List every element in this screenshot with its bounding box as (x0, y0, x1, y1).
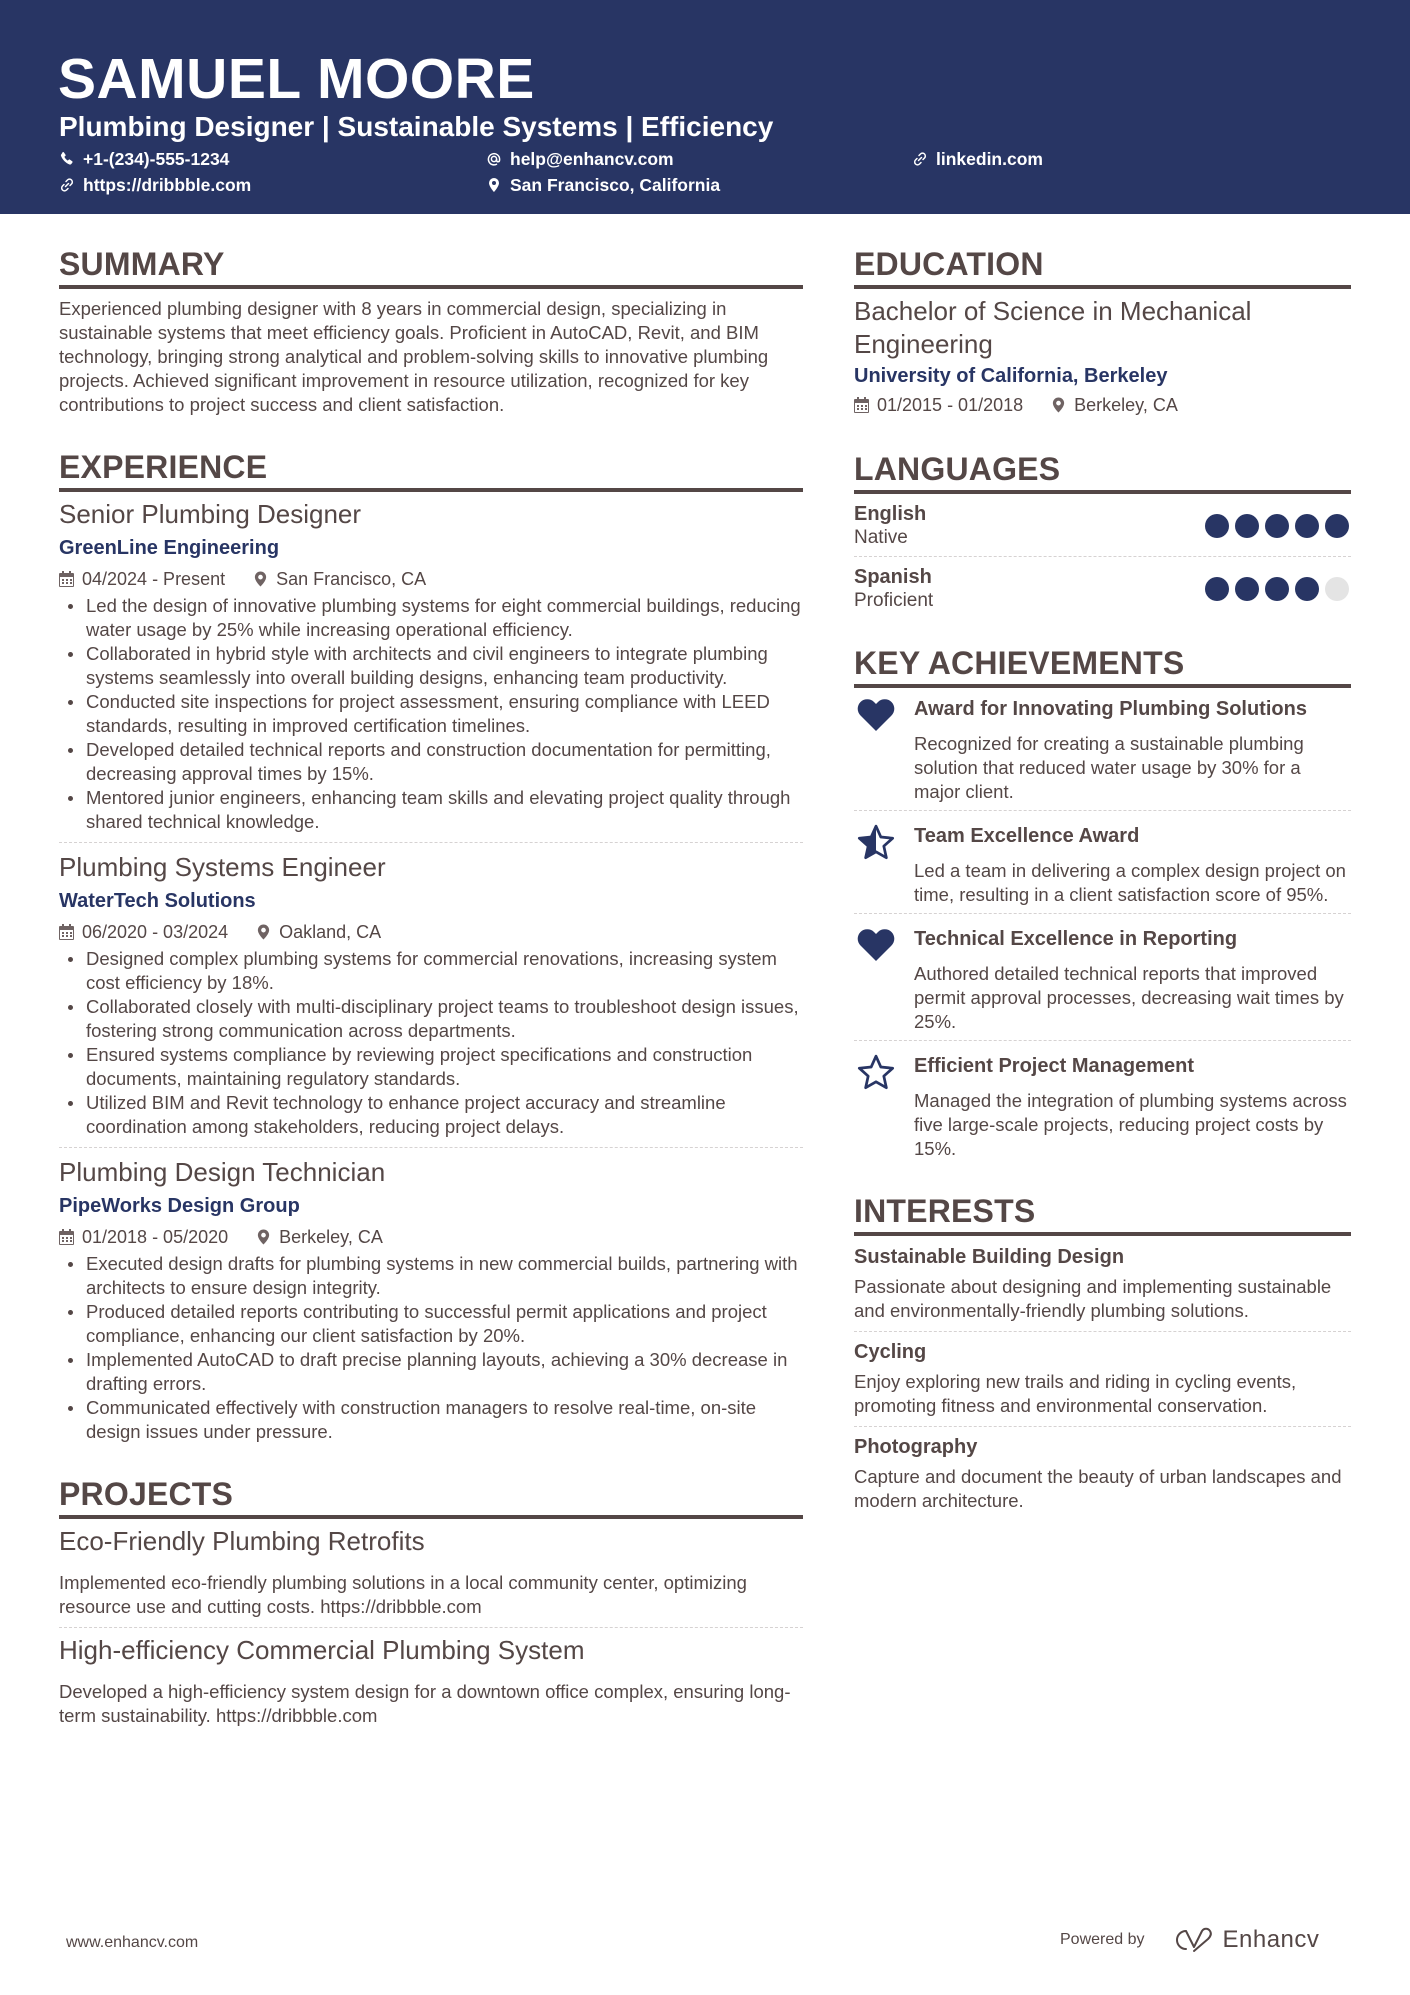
contact-email (486, 148, 674, 170)
bullet-item: Produced detailed reports contributing to successful permit applications and project compliance, enhancing our client satisfaction by 20%. (59, 1300, 803, 1348)
right-column (854, 244, 1351, 1513)
section-title: SUMMARY (59, 246, 225, 282)
project-entry (59, 1525, 803, 1627)
bullet-item: Executed design drafts for plumbing systems in new commercial builds, partnering with architects to ensure design integrity. (59, 1252, 803, 1300)
rating-dot-filled (1265, 577, 1289, 601)
section-title: EDUCATION (854, 246, 1044, 282)
bullet-item: Collaborated in hybrid style with architects and civil engineers to integrate plumbing systems seamlessly into overall building designs, enhancing team productivity. (59, 642, 803, 690)
achievement-item (854, 1041, 1351, 1167)
interest-description: Passionate about designing and implementing sustainable and environmentally-friendly plumbing solutions. (854, 1276, 1332, 1321)
interest-description: Enjoy exploring new trails and riding in cycling events, promoting fitness and environmental conservation. (854, 1371, 1297, 1416)
achievement-title: Award for Innovating Plumbing Solutions (914, 698, 1307, 720)
rating-dot-filled (1235, 514, 1259, 538)
job-dates: 04/2024 - Present (82, 569, 226, 589)
language-name: Spanish (854, 566, 932, 588)
interests-section (854, 1191, 1351, 1513)
bullet-item: Conducted site inspections for project assessment, ensuring compliance with LEED standards, resulting in improved certification timelines. (59, 690, 803, 738)
achievement-description: Recognized for creating a sustainable plumbing solution that reduced water usage by 30% for a major client. (914, 733, 1304, 802)
candidate-name: SAMUEL MOORE (58, 47, 535, 111)
achievement-description: Authored detailed technical reports that improved permit approval processes, decreasing wait times by 25%. (914, 963, 1344, 1032)
location-text: San Francisco, California (510, 175, 721, 195)
section-divider (59, 488, 803, 492)
enhancv-logo-icon (1169, 1927, 1215, 1953)
job-dates: 06/2020 - 03/2024 (82, 922, 229, 942)
heart-icon (857, 697, 895, 733)
star-outline-icon (857, 1054, 895, 1090)
contact-linkedin (912, 148, 1043, 170)
experience-entry (59, 843, 803, 1147)
rating-dot-empty (1325, 577, 1349, 601)
candidate-headline: Plumbing Designer | Sustainable Systems | Efficiency (59, 111, 774, 142)
calendar-icon (59, 571, 74, 587)
achievement-description: Managed the integration of plumbing systems across five large-scale projects, reducing project costs by 15%. (914, 1090, 1347, 1159)
section-divider (854, 1232, 1351, 1236)
achievement-item (854, 914, 1351, 1040)
summary-section (59, 244, 803, 417)
achievement-item (854, 688, 1351, 810)
interest-title: Photography (854, 1436, 978, 1458)
phone-text[interactable]: +1-(234)-555-1234 (83, 149, 230, 169)
company-name: GreenLine Engineering (59, 537, 280, 559)
job-bullets (59, 1252, 803, 1444)
achievement-description: Led a team in delivering a complex design project on time, resulting in a client satisfaction score of 95%. (914, 860, 1346, 905)
rating-dot-filled (1235, 577, 1259, 601)
job-title: Senior Plumbing Designer (59, 499, 362, 529)
section-title: KEY ACHIEVEMENTS (854, 645, 1185, 681)
powered-by-label: Powered by (1060, 1931, 1145, 1948)
rating-dot-filled (1205, 514, 1229, 538)
achievement-title: Technical Excellence in Reporting (914, 928, 1238, 950)
job-meta (59, 1225, 803, 1249)
project-description: Developed a high-efficiency system design for a downtown office complex, ensuring long-term sustainability. https://dribbble.com (59, 1681, 791, 1726)
section-divider (854, 285, 1351, 289)
project-title: Eco-Friendly Plumbing Retrofits (59, 1526, 425, 1556)
education-location: Berkeley, CA (1074, 395, 1178, 415)
section-title: INTERESTS (854, 1193, 1036, 1229)
calendar-icon (59, 924, 74, 940)
language-name: English (854, 503, 927, 525)
school-name: University of California, Berkeley (854, 365, 1168, 387)
rating-dot-filled (1295, 577, 1319, 601)
job-dates: 01/2018 - 05/2020 (82, 1227, 229, 1247)
project-entry (59, 1628, 803, 1728)
location-pin-icon (253, 571, 268, 587)
location-pin-icon (486, 177, 502, 193)
interest-description: Capture and document the beauty of urban landscapes and modern architecture. (854, 1466, 1342, 1511)
job-meta (59, 920, 803, 944)
email-link[interactable]: help@enhancv.com (510, 149, 674, 169)
education-meta (854, 393, 1351, 417)
section-title: PROJECTS (59, 1476, 234, 1512)
bullet-item: Mentored junior engineers, enhancing team skills and elevating project quality through shared technical knowledge. (59, 786, 803, 834)
enhancv-logo[interactable] (1169, 1926, 1320, 1954)
location-pin-icon (256, 1229, 271, 1245)
section-divider (854, 490, 1351, 494)
rating-dot-filled (1295, 514, 1319, 538)
language-rating (1205, 514, 1349, 538)
company-name: PipeWorks Design Group (59, 1195, 300, 1217)
job-meta (59, 567, 803, 591)
resume-header (0, 0, 1410, 214)
job-bullets (59, 594, 803, 834)
interest-item (854, 1332, 1351, 1426)
footer-website[interactable]: www.enhancv.com (66, 1934, 199, 1951)
heart-icon (857, 927, 895, 963)
left-column (59, 244, 803, 1728)
rating-dot-filled (1265, 514, 1289, 538)
half-star-icon (857, 824, 895, 860)
projects-section (59, 1474, 803, 1728)
language-level: Proficient (854, 590, 934, 611)
language-item (854, 557, 1351, 619)
summary-text: Experienced plumbing designer with 8 years in commercial design, specializing in sustainable systems that meet efficiency goals. Proficient in AutoCAD, Revit, and BIM technology, bringing strong analytical and problem-solving skills to innovative plumbing projects. Achieved significant improvement in resource utilization, recognized for key contributions to project success and client satisfaction. (59, 298, 769, 415)
link-icon (912, 151, 928, 167)
achievement-title: Efficient Project Management (914, 1055, 1195, 1077)
language-level: Native (854, 527, 908, 548)
brand-name: Enhancv (1222, 1926, 1320, 1953)
languages-section (854, 449, 1351, 619)
bullet-item: Communicated effectively with construction managers to resolve real-time, on-site design issues under pressure. (59, 1396, 803, 1444)
interest-item (854, 1244, 1351, 1331)
job-location: Berkeley, CA (279, 1227, 383, 1247)
section-divider (59, 285, 803, 289)
project-description: Implemented eco-friendly plumbing solutions in a local community center, optimizing resource use and cutting costs. https://dribbble.com (59, 1572, 747, 1617)
company-name: WaterTech Solutions (59, 890, 256, 912)
language-rating (1205, 577, 1349, 601)
rating-dot-filled (1325, 514, 1349, 538)
job-location: Oakland, CA (279, 922, 382, 942)
rating-dot-filled (1205, 577, 1229, 601)
at-icon (486, 151, 502, 167)
section-title: EXPERIENCE (59, 449, 268, 485)
interest-title: Sustainable Building Design (854, 1246, 1125, 1268)
bullet-item: Developed detailed technical reports and construction documentation for permitting, decreasing approval times by 15%. (59, 738, 803, 786)
job-location: San Francisco, CA (276, 569, 427, 589)
achievement-title: Team Excellence Award (914, 825, 1140, 847)
bullet-item: Designed complex plumbing systems for commercial renovations, increasing system cost efficiency by 18%. (59, 947, 803, 995)
interest-item (854, 1427, 1351, 1513)
bullet-item: Collaborated closely with multi-disciplinary project teams to troubleshoot design issues, fostering strong communication across departments. (59, 995, 803, 1043)
section-title: LANGUAGES (854, 451, 1061, 487)
link-icon (59, 177, 75, 193)
contact-portfolio (59, 174, 251, 196)
experience-entry (59, 498, 803, 842)
bullet-item: Led the design of innovative plumbing systems for eight commercial buildings, reducing water usage by 25% while increasing operational efficiency. (59, 594, 803, 642)
section-divider (59, 1515, 803, 1519)
job-title: Plumbing Systems Engineer (59, 852, 386, 882)
project-title: High-efficiency Commercial Plumbing System (59, 1635, 585, 1665)
achievement-item (854, 811, 1351, 913)
calendar-icon (854, 397, 869, 413)
phone-icon (59, 151, 75, 167)
bullet-item: Ensured systems compliance by reviewing project specifications and construction documents, maintaining regulatory standards. (59, 1043, 803, 1091)
linkedin-link[interactable]: linkedin.com (936, 149, 1043, 169)
experience-entry (59, 1148, 803, 1444)
calendar-icon (59, 1229, 74, 1245)
portfolio-link[interactable]: https://dribbble.com (83, 175, 252, 195)
job-bullets (59, 947, 803, 1139)
bullet-item: Implemented AutoCAD to draft precise planning layouts, achieving a 30% decrease in drafting errors. (59, 1348, 803, 1396)
degree: Bachelor of Science in Mechanical Engineering (854, 296, 1252, 359)
job-title: Plumbing Design Technician (59, 1157, 386, 1187)
location-pin-icon (256, 924, 271, 940)
education-section (854, 244, 1351, 417)
bullet-item: Utilized BIM and Revit technology to enhance project accuracy and streamline coordination among stakeholders, reducing project delays. (59, 1091, 803, 1139)
interest-title: Cycling (854, 1341, 927, 1363)
footer-powered-by (1060, 1926, 1319, 1954)
location-pin-icon (1051, 397, 1066, 413)
language-item (854, 498, 1351, 556)
achievements-section (854, 643, 1351, 1167)
contact-phone (59, 148, 229, 170)
experience-section (59, 447, 803, 1444)
education-dates: 01/2015 - 01/2018 (877, 395, 1024, 415)
contact-location (486, 174, 720, 196)
